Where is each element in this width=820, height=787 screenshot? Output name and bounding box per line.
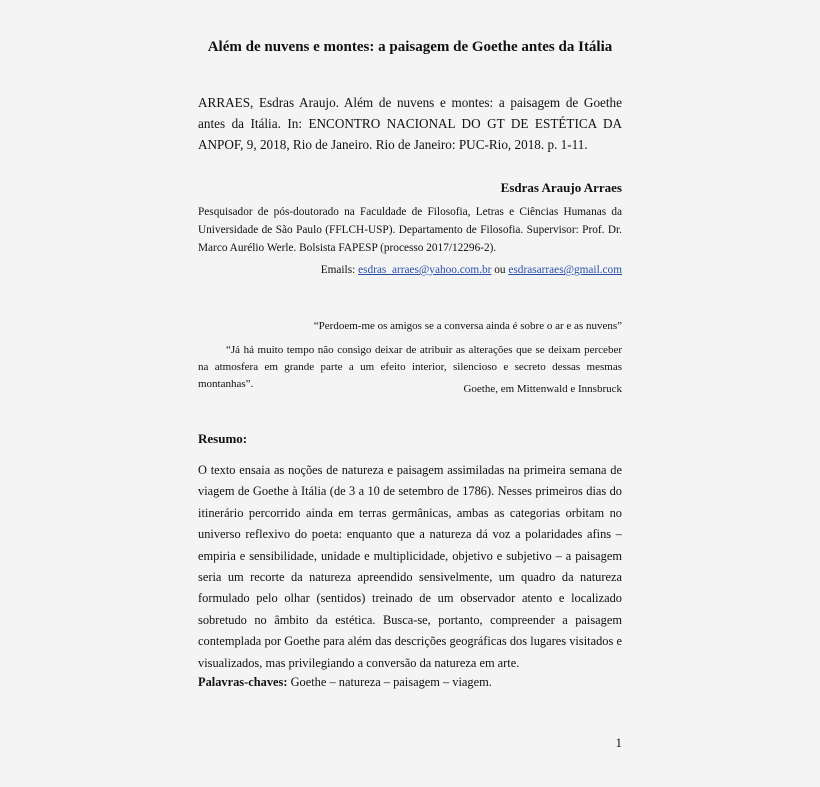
keywords-text: Goethe – natureza – paisagem – viagem. bbox=[290, 675, 492, 689]
email-link-yahoo[interactable]: esdras_arraes@yahoo.com.br bbox=[358, 264, 492, 276]
emails-connector: ou bbox=[494, 264, 506, 276]
emails-label: Emails: bbox=[320, 264, 356, 276]
citation-reference: ARRAES, Esdras Araujo. Além de nuvens e montes: a paisagem de Goethe antes da Itália. In: ENCONTRO NACIONAL DO GT DE ESTÉTICA DA ANPOF, 9, 2018, Rio de Janeiro. Rio de Janeiro: PUC-Rio, 2018. p. 1-11. bbox=[198, 95, 622, 152]
author-emails bbox=[198, 262, 622, 278]
epigraph-source: Goethe, em Mittenwald e Innsbruck bbox=[463, 383, 622, 395]
author-affiliation: Pesquisador de pós-doutorado na Faculdade de Filosofia, Letras e Ciências Humanas da Universidade de São Paulo (FFLCH-USP). Departamento de Filosofia. Supervisor: Prof. Dr. Marco Aurélio Werle. Bolsista FAPESP (processo 2017/12296-2). bbox=[198, 206, 622, 254]
epigraph-quote-1: “Perdoem-me os amigos se a conversa ainda é sobre o ar e as nuvens” bbox=[313, 320, 622, 332]
abstract-text: O texto ensaia as noções de natureza e paisagem assimiladas na primeira semana de viagem de Goethe à Itália (de 3 a 10 de setembro de 1786). Nesses primeiros dias do itinerário percorrido ainda em terras germânicas, ambas as categorias orbitam no universo reflexivo do poeta: enquanto que a natureza dá voz a polaridades afins – empiria e sensibilidade, unidade e multiplicidade, objetivo e subjetivo – a paisagem seria um recorte da natureza apreendido sensivelmente, um quadro da natureza formulado pelo olhar (sentidos) treinado de um observador atento e localizado sobretudo no âmbito da estética. Busca-se, portanto, compreender a paisagem contemplada por Goethe para além das descrições geográficas dos lugares visitados e visualizados, mas privilegiando a conversão da natureza em arte. bbox=[198, 463, 622, 670]
page-number: 1 bbox=[615, 735, 622, 750]
keywords-line bbox=[198, 673, 622, 691]
keywords-label: Palavras-chaves: bbox=[198, 675, 288, 689]
paper-title: Além de nuvens e montes: a paisagem de Goethe antes da Itália bbox=[207, 39, 613, 55]
epigraph-quote-2: “Já há muito tempo não consigo deixar de atribuir as alterações que se deixam perceber na atmosfera em grande parte a um efeito interior, silencioso e secreto dessas mesmas montanhas”. bbox=[198, 344, 622, 390]
email-link-gmail[interactable]: esdrasarraes@gmail.com bbox=[508, 264, 622, 276]
author-name: Esdras Araujo Arraes bbox=[500, 180, 622, 195]
abstract-heading: Resumo: bbox=[198, 431, 248, 446]
